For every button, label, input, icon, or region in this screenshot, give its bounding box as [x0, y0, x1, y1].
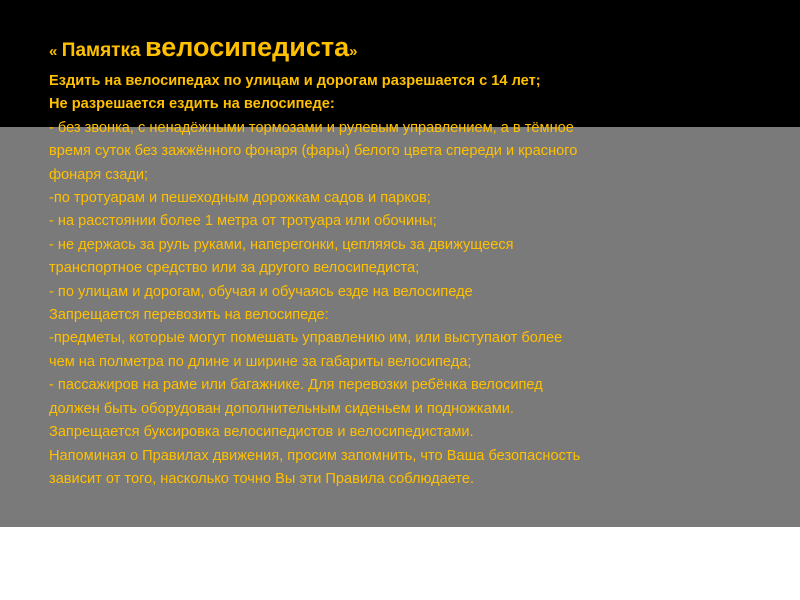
memo-line: время суток без зажжённого фонаря (фары) белого цвета спереди и красного [49, 143, 578, 160]
memo-line: Запрещается буксировка велосипедистов и велосипедистами. [49, 424, 474, 441]
memo-line: - не держась за руль руками, наперегонки, цепляясь за движущееся [49, 236, 514, 253]
memo-line: - пассажиров на раме или багажнике. Для перевозки ребёнка велосипед [49, 377, 543, 394]
title-word-cyclist: велосипедиста [145, 32, 350, 62]
memo-line: - по улицам и дорогам, обучая и обучаясь езде на велосипеде [49, 283, 473, 300]
memo-line: фонаря сзади; [49, 166, 149, 183]
memo-line: Запрещается перевозить на велосипеде: [49, 307, 329, 324]
memo-line: чем на полметра по длине и ширине за габариты велосипеда; [49, 353, 472, 370]
memo-line: Напоминая о Правилах движения, просим запомнить, что Ваша безопасность [49, 447, 581, 464]
memo-line: Ездить на велосипедах по улицам и дорогам разрешается с 14 лет; [49, 73, 541, 89]
title-close-quote: » [349, 43, 358, 60]
memo-line: - на расстоянии более 1 метра от тротуара или обочины; [49, 213, 437, 230]
memo-line: -по тротуарам и пешеходным дорожкам садов и парков; [49, 190, 431, 207]
memo-line: -предметы, которые могут помешать управлению им, или выступают более [49, 330, 563, 347]
memo-line: зависит от того, насколько точно Вы эти Правила соблюдаете. [49, 470, 475, 487]
memo-text-block [49, 32, 761, 491]
memo-line: транспортное средство или за другого велосипедиста; [49, 260, 420, 277]
memo-line: - без звонка, с ненадёжными тормозами и рулевым управлением, а в тёмное [49, 119, 574, 136]
memo-line: Не разрешается ездить на велосипеде: [49, 96, 335, 113]
title-open-quote: « [49, 43, 58, 60]
page-title [49, 32, 761, 62]
memo-line: должен быть оборудован дополнительным сиденьем и подножками. [49, 400, 514, 417]
title-word-memo: Памятка [61, 40, 141, 61]
